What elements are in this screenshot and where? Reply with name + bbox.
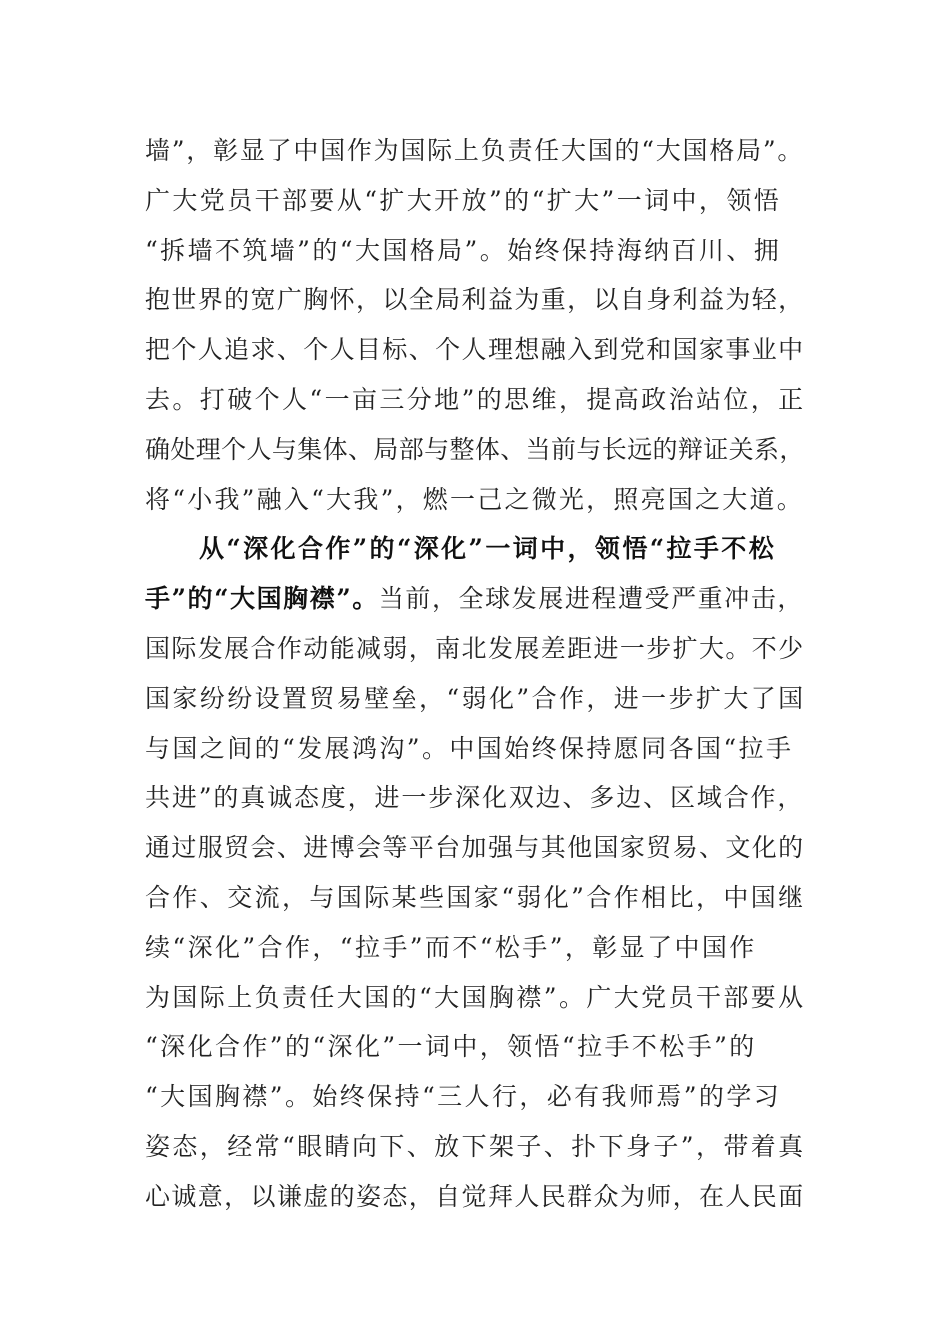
paragraph-heading-line	[145, 524, 805, 574]
text-line	[145, 126, 805, 176]
text-line	[145, 475, 805, 525]
body-text-run: 通过服贸会、进博会等平台加强与其他国家贸易、文化的	[145, 833, 805, 863]
bold-heading-text: 从“深化合作”的“深化”一词中，领悟“拉手不松	[199, 534, 777, 564]
text-line	[145, 624, 805, 674]
body-text-run: 续“深化”合作，“拉手”而不“松手”，彰显了中国作	[145, 932, 757, 962]
text-line	[145, 325, 805, 375]
text-line	[145, 176, 805, 226]
body-text-run: “深化合作”的“深化”一词中，领悟“拉手不松手”的	[145, 1032, 757, 1062]
text-line	[145, 1122, 805, 1172]
text-line	[145, 1172, 805, 1222]
body-text-run: “大国胸襟”。始终保持“三人行，必有我师焉”的学习	[145, 1082, 782, 1112]
text-line	[145, 873, 805, 923]
body-text-run: 共进”的真诚态度，进一步深化双边、多边、区域合作，	[145, 783, 805, 813]
body-text-run: 当前，全球发展进程遭受严重冲击，	[378, 584, 804, 614]
text-line	[145, 425, 805, 475]
body-text-run: 确处理个人与集体、局部与整体、当前与长远的辩证关系，	[145, 434, 805, 464]
body-text-run: “拆墙不筑墙”的“大国格局”。始终保持海纳百川、拥	[145, 235, 782, 265]
body-text-run: 把个人追求、个人目标、个人理想融入到党和国家事业中	[145, 335, 805, 365]
text-line	[145, 973, 805, 1023]
body-text-run: 将“小我”融入“大我”，燃一己之微光，照亮国之大道。	[145, 484, 804, 514]
body-text-run: 姿态，经常“眼睛向下、放下架子、扑下身子”，带着真	[145, 1131, 806, 1161]
text-line	[145, 375, 805, 425]
body-text-run: 心诚意，以谦虚的姿态，自觉拜人民群众为师，在人民面	[145, 1181, 805, 1211]
text-line	[145, 724, 805, 774]
text-line	[145, 823, 805, 873]
body-text-run: 抱世界的宽广胸怀，以全局利益为重，以自身利益为轻，	[145, 285, 805, 315]
body-text-run: 广大党员干部要从“扩大开放”的“扩大”一词中，领悟	[145, 185, 782, 215]
bold-heading-text: 手”的“大国胸襟”。	[145, 584, 379, 614]
text-line	[145, 773, 805, 823]
body-text-run: 墙”，彰显了中国作为国际上负责任大国的“大国格局”。	[145, 136, 805, 165]
body-text-run: 国家纷纷设置贸易壁垒，“弱化”合作，进一步扩大了国	[145, 683, 806, 713]
text-line	[145, 923, 805, 973]
body-text-run: 与国之间的“发展鸿沟”。中国始终保持愿同各国“拉手	[145, 733, 794, 763]
body-text-run: 为国际上负责任大国的“大国胸襟”。广大党员干部要从	[145, 982, 806, 1012]
body-text-run: 国际发展合作动能减弱，南北发展差距进一步扩大。不少	[145, 633, 805, 663]
body-text-run: 合作、交流，与国际某些国家“弱化”合作相比，中国继	[145, 882, 806, 912]
text-line	[145, 1022, 805, 1072]
text-line	[145, 574, 805, 624]
body-text	[145, 126, 805, 1222]
text-line	[145, 674, 805, 724]
text-line	[145, 226, 805, 276]
text-line	[145, 1072, 805, 1122]
body-text-run: 去。打破个人“一亩三分地”的思维，提高政治站位，正	[145, 384, 806, 414]
text-line	[145, 275, 805, 325]
